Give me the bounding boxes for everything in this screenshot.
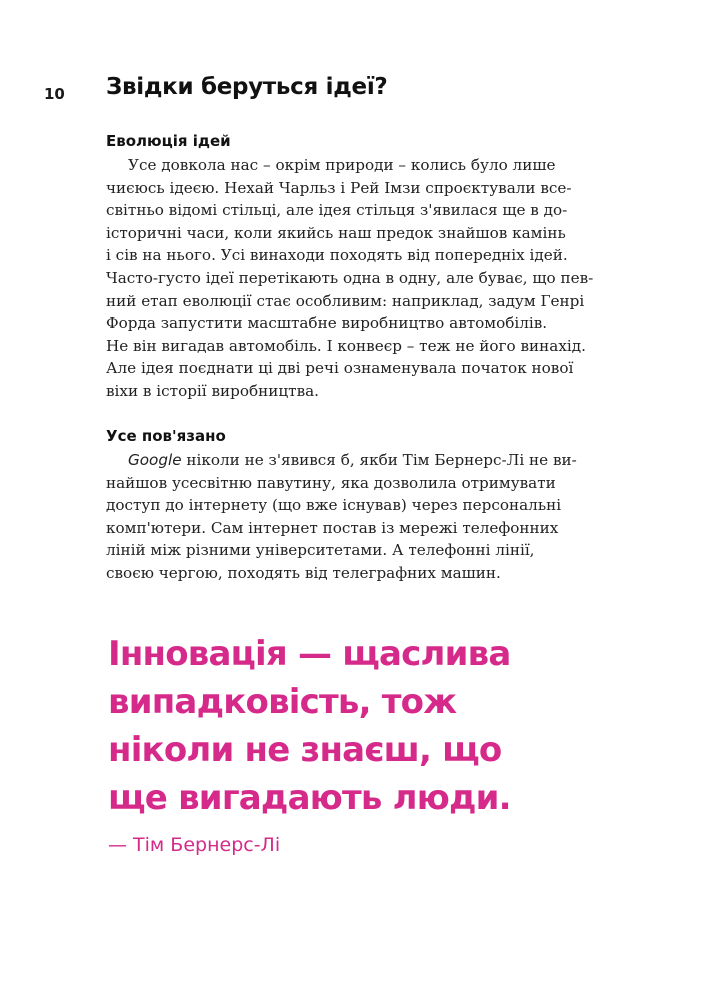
quote-line: Інновація — щаслива [108, 634, 511, 674]
quote-author: — Тім Бернерс-Лі [108, 834, 281, 856]
section-heading: Еволюція ідей [106, 132, 231, 150]
paragraph-line: чиєюсь ідеєю. Нехай Чарльз і Рей Імзи спроєктували все- [106, 178, 572, 197]
paragraph-line: комп'ютери. Сам інтернет постав із мережі телефонних [106, 518, 559, 537]
pull-quote [108, 630, 668, 856]
paragraph-line: Часто-густо ідеї перетікають одна в одну, але буває, що пев- [106, 268, 594, 287]
quote-line: випадковість, тож [108, 682, 457, 722]
quote-line: ще вигадають люди. [108, 778, 511, 818]
paragraph-line: ний етап еволюції стає особливим: наприклад, задум Генрі [106, 291, 585, 310]
paragraph-line: своєю чергою, походять від телеграфних машин. [106, 563, 501, 582]
paragraph-line: світньо відомі стільці, але ідея стільця з'явилася ще в до- [106, 201, 568, 220]
paragraph-line: найшов усесвітню павутину, яка дозволила отримувати [106, 473, 556, 492]
page-title: Звідки беруться ідеї? [106, 74, 388, 100]
paragraph-line: Але ідея поєднати ці дві речі ознаменувала початок нової [106, 359, 574, 378]
paragraph-line: і сів на нього. Усі винаходи походять від попередніх ідей. [106, 246, 568, 265]
quote-line: ніколи не знаєш, що [108, 730, 502, 770]
page-number: 10 [44, 85, 65, 103]
paragraph-line-text: ніколи не з'явився б, якби Тім Бернерс-Лі не ви- [181, 451, 577, 469]
paragraph-line: історичні часи, коли якийсь наш предок знайшов камінь [106, 223, 566, 242]
brand-name-google: Google [128, 451, 182, 469]
section-everything-connected [106, 425, 626, 585]
section-idea-evolution [106, 130, 626, 403]
paragraph-line: віхи в історії виробництва. [106, 381, 320, 400]
paragraph-line: Не він вигадав автомобіль. І конвеєр – теж не його винахід. [106, 336, 586, 355]
paragraph-line [106, 449, 626, 472]
paragraph-line: доступ до інтернету (що вже існував) через персональні [106, 496, 562, 515]
section-heading: Усе пов'язано [106, 427, 226, 445]
paragraph-line: Форда запустити масштабне виробництво автомобілів. [106, 314, 548, 333]
paragraph-line: ліній між різними університетами. А телефонні лінії, [106, 541, 535, 560]
paragraph-line: Усе довкола нас – окрім природи – колись було лише [128, 156, 556, 174]
